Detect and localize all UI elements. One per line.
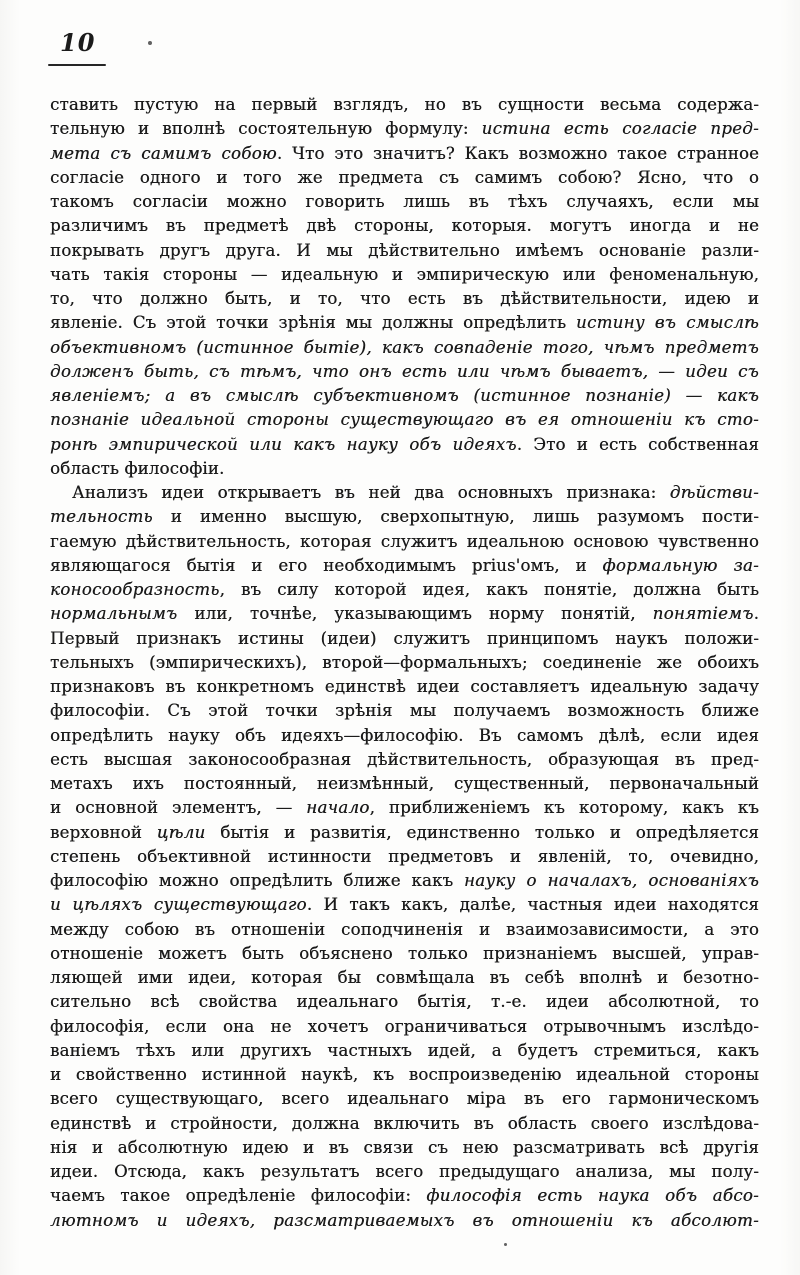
text-segment: . Это и есть собственная [516, 434, 759, 454]
text-segment: различимъ въ предметѣ двѣ стороны, которыя. могутъ иногда и не [50, 216, 759, 236]
text-segment: единствѣ и стройности, должна включить въ область своего изслѣдова- [50, 1113, 759, 1133]
text-line [50, 990, 759, 1014]
text-segment: верховной [50, 822, 157, 842]
text-line [50, 724, 759, 748]
text-line [50, 699, 759, 723]
text-segment: идеи. Отсюда, какъ результатъ всего предыдущаго анализа, мы полу- [50, 1162, 759, 1181]
text-segment: покрывать другъ друга. И мы дѣйствительно имѣемъ основаніе разли- [50, 240, 759, 260]
text-line [50, 578, 759, 602]
text-line [50, 1184, 759, 1208]
italic-text-segment: мета съ самимъ собою [50, 143, 277, 163]
italic-text-segment: формальную за- [602, 555, 759, 575]
text-line [50, 93, 759, 117]
text-line [50, 1209, 759, 1233]
italic-text-segment: науку о началахъ, основаніяхъ [463, 871, 760, 890]
text-segment: такомъ согласіи можно говорить лишь въ тѣхъ случаяхъ, если мы [50, 192, 759, 211]
text-segment: метахъ ихъ постоянный, неизмѣнный, существенный, первоначальный [50, 774, 759, 793]
text-segment: область философіи. [50, 458, 225, 478]
text-line [50, 142, 759, 166]
italic-text-segment: начало [306, 798, 370, 818]
text-segment: ляющей ими идеи, которая бы совмѣщала въ себѣ вполнѣ и безотно- [50, 968, 759, 987]
text-line [50, 748, 759, 772]
text-line [50, 772, 759, 796]
italic-text-segment: познаніе идеальной стороны существующаго въ ея отношеніи къ сто- [50, 410, 759, 430]
text-segment: философіи. Съ этой точки зрѣнія мы получаемъ возможность ближе [50, 701, 759, 721]
italic-text-segment: долженъ быть, съ тѣмъ, что онъ есть или чѣмъ бываетъ, — идеи съ [50, 361, 759, 381]
text-segment: степень объективной истинности предметовъ и явленій, то, очевидно, [50, 846, 759, 866]
text-line [50, 627, 759, 651]
italic-text-segment: дѣйстви- [669, 483, 759, 502]
text-segment: . Что это значитъ? Какъ возможно такое странное [276, 143, 760, 163]
text-line [50, 481, 759, 505]
text-block [50, 93, 759, 1233]
text-segment: признаковъ въ конкретномъ единствѣ идеи составляетъ идеальную задачу [50, 677, 759, 696]
paragraph [50, 93, 759, 481]
text-segment: ставить пустую на первый взглядъ, но въ сущности весьма содержа- [50, 95, 759, 114]
text-segment: или, точнѣе, указывающимъ норму понятій, [177, 604, 653, 624]
ink-speck [504, 1243, 507, 1246]
italic-text-segment: и цѣляхъ существующаго [50, 895, 307, 915]
text-line [50, 530, 759, 554]
text-line [50, 190, 759, 214]
text-line [50, 505, 759, 529]
text-line [50, 239, 759, 263]
text-line [50, 1087, 759, 1111]
text-segment: нія и абсолютную идею и въ связи съ нею разсматривать всѣ другія [50, 1137, 759, 1157]
text-segment: между собою въ отношеніи соподчиненія и взаимозависимости, а это [50, 919, 759, 939]
text-segment: и свойственно истинной наукѣ, къ воспроизведенію идеальной стороны [50, 1065, 759, 1084]
text-segment: явленіе. Съ этой точки зрѣнія мы должны опредѣлить [50, 313, 576, 333]
text-line [50, 457, 759, 481]
text-segment: и основной элементъ, — [50, 798, 307, 818]
italic-text-segment: тельность [50, 507, 153, 527]
italic-text-segment: коносообразность [50, 580, 220, 599]
text-line [50, 214, 759, 238]
text-line [50, 869, 759, 893]
text-segment: тельную и вполнѣ состоятельную формулу: [50, 119, 482, 139]
text-line [50, 287, 759, 311]
text-line [50, 1039, 759, 1063]
text-segment: сительно всѣ свойства идеальнаго бытія, т.-е. идеи абсолютной, то [50, 992, 759, 1012]
text-line [50, 1063, 759, 1087]
text-line [50, 384, 759, 408]
text-segment: , въ силу которой идея, какъ понятіе, должна быть [219, 580, 759, 599]
italic-text-segment: истина есть согласіе пред- [481, 119, 759, 139]
text-line [50, 1160, 759, 1184]
text-line [50, 966, 759, 990]
text-segment: чать такія стороны — идеальную и эмпирическую или феноменальную, [50, 264, 759, 284]
text-segment: отношеніе можетъ быть объяснено только признаніемъ высшей, управ- [50, 943, 759, 963]
italic-text-segment: нормальнымъ [50, 604, 178, 624]
text-line [50, 1136, 759, 1160]
italic-text-segment: лютномъ и идеяхъ, разсматриваемыхъ въ отношеніи къ абсолют- [50, 1210, 759, 1230]
italic-text-segment: ронѣ эмпирической или какъ науку объ идеяхъ [50, 434, 517, 454]
text-segment: . И такъ какъ, далѣе, частныя идеи находятся [306, 895, 759, 915]
text-segment: являющагося бытія и его необходимымъ prius'омъ, и [50, 555, 603, 575]
text-line [50, 675, 759, 699]
text-line [50, 918, 759, 942]
text-segment: Первый признакъ истины (идеи) служитъ принципомъ наукъ положи- [50, 628, 759, 648]
paragraph [50, 481, 759, 1233]
italic-text-segment: явленіемъ; а въ смыслѣ субъективномъ (истинное познаніе) — какъ [50, 386, 759, 405]
text-segment: тельныхъ (эмпирическихъ), второй—формальныхъ; соединеніе же обоихъ [50, 652, 759, 672]
text-segment: опредѣлить науку объ идеяхъ—философію. Въ самомъ дѣлѣ, если идея [50, 725, 759, 745]
text-segment: философія, если она не хочетъ ограничиваться отрывочнымъ изслѣдо- [50, 1016, 759, 1036]
italic-text-segment: цѣли [156, 822, 206, 842]
text-segment: философію можно опредѣлить ближе какъ [50, 871, 464, 890]
text-segment: . [753, 604, 759, 624]
text-segment: то, что должно быть, и то, что есть въ дѣйствительности, идею и [50, 289, 759, 308]
text-segment: бытія и развитія, единственно только и опредѣляется [205, 822, 759, 842]
text-line [50, 796, 759, 820]
text-line [50, 1015, 759, 1039]
text-line [50, 433, 759, 457]
text-segment: ваніемъ тѣхъ или другихъ частныхъ идей, а будетъ стремиться, какъ [50, 1040, 759, 1060]
text-line [50, 893, 759, 917]
text-line [50, 360, 759, 384]
text-line [50, 311, 759, 335]
text-segment: гаемую дѣйствительность, которая служитъ идеальною основою чувственно [50, 531, 759, 551]
text-line [50, 602, 759, 626]
text-line [50, 336, 759, 360]
italic-text-segment: истину въ смыслѣ [575, 313, 760, 333]
italic-text-segment: философія есть наука объ абсо- [426, 1186, 760, 1206]
text-segment: и именно высшую, сверхопытную, лишь разумомъ пости- [152, 507, 759, 527]
text-segment: Анализъ идеи открываетъ въ ней два основныхъ признака: [72, 483, 670, 502]
text-segment: , приближеніемъ къ которому, какъ къ [369, 798, 759, 818]
text-segment: согласіе одного и того же предмета съ самимъ собою? Ясно, что о [50, 167, 759, 187]
text-line [50, 845, 759, 869]
page-number: 10 [60, 28, 96, 57]
text-line [50, 117, 759, 141]
text-line [50, 942, 759, 966]
page-number-underline [48, 64, 106, 66]
italic-text-segment: понятіемъ [652, 604, 754, 624]
text-line [50, 651, 759, 675]
text-segment: чаемъ такое опредѣленіе философіи: [50, 1186, 427, 1206]
ink-speck [148, 41, 152, 45]
text-line [50, 821, 759, 845]
text-line [50, 166, 759, 190]
text-line [50, 554, 759, 578]
text-segment: всего существующаго, всего идеальнаго міра въ его гармоническомъ [50, 1089, 759, 1109]
text-line [50, 408, 759, 432]
text-line [50, 263, 759, 287]
italic-text-segment: объективномъ (истинное бытіе), какъ совпаденіе того, чѣмъ предметъ [50, 337, 759, 357]
text-line [50, 1112, 759, 1136]
text-segment: есть высшая законосообразная дѣйствительность, образующая въ пред- [50, 749, 759, 769]
